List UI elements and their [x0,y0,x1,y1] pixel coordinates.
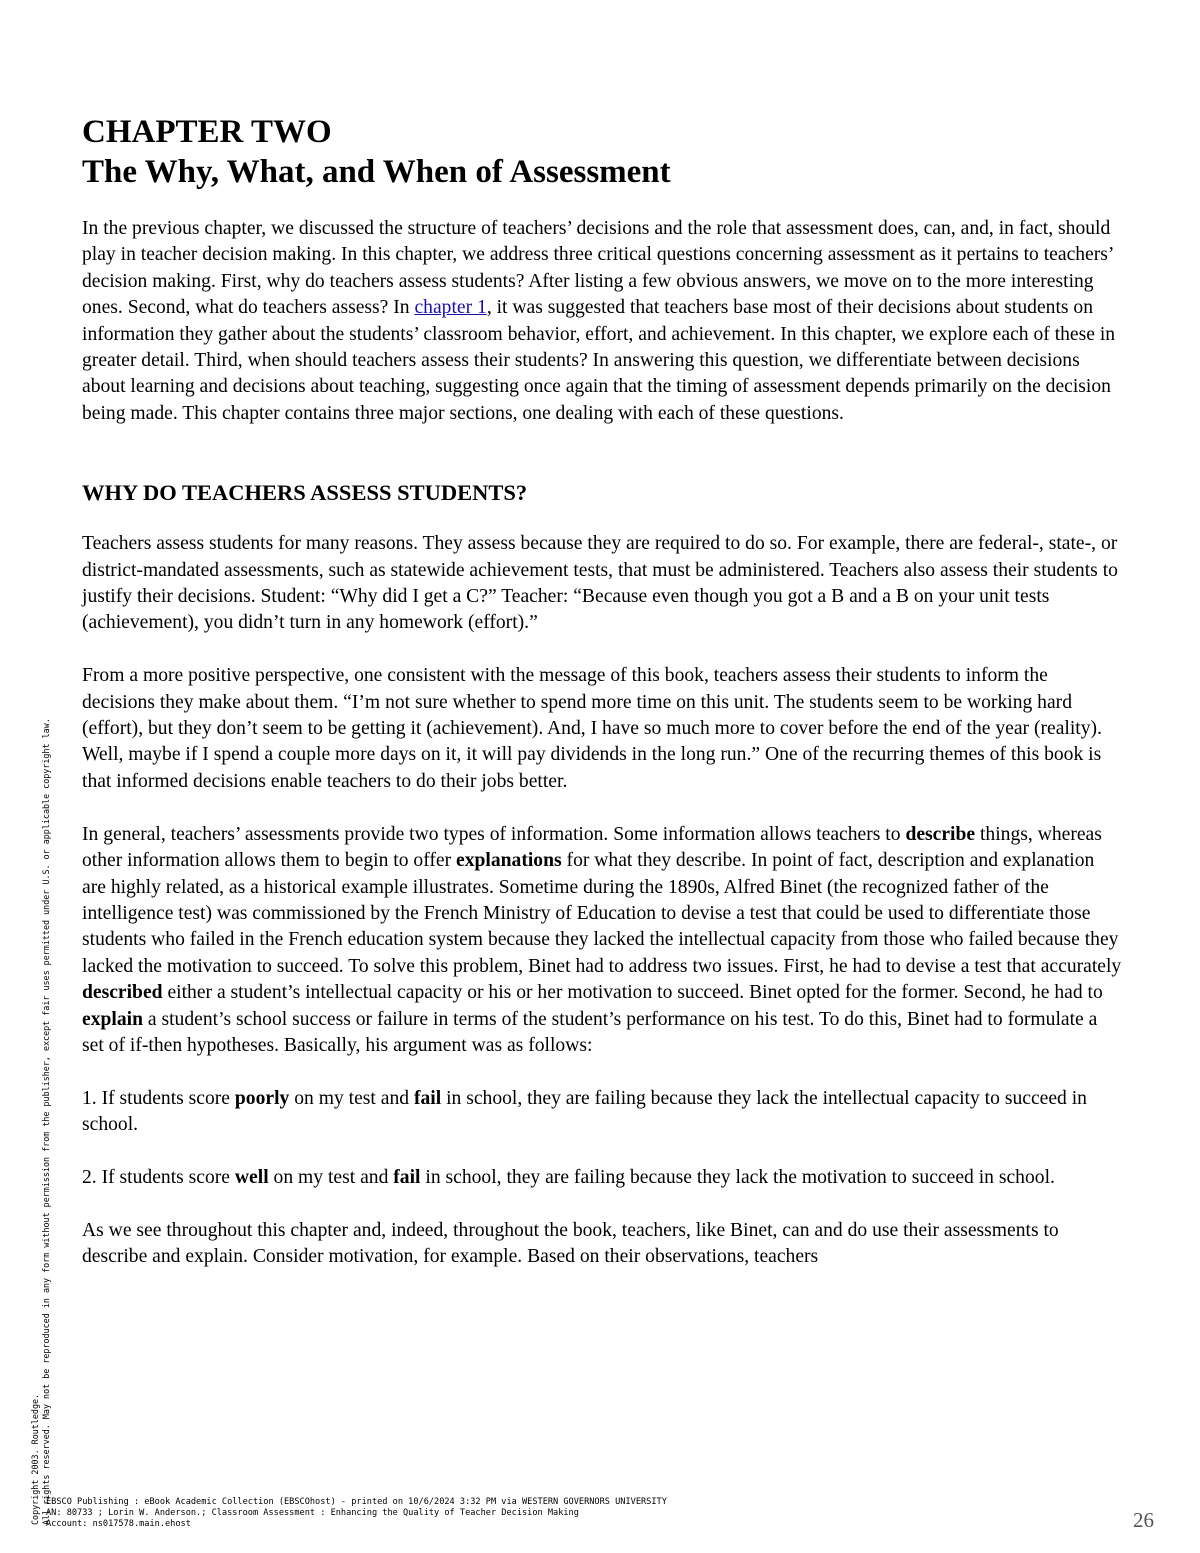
p3-text: In general, teachers’ assessments provide two types of information. Some information allows teachers to [82,823,906,845]
h1-bold-poorly: poorly [234,1087,290,1109]
page-number: 26 [1133,1508,1154,1532]
intro-text-1: In the previous chapter, we discussed the structure of teachers’ decisions and the role that assessment does, can, and, in fact, should play in teacher decision making. In this chapter, we address three critical questions concerning assessment as it pertains to teachers’ decision making. First, why do teachers assess students? After listing a few obvious answers, we move on to the more interesting ones. Second, what do teachers assess? In [82,218,1113,319]
copyright-line-2: All rights reserved. May not be reproduced in any form without permission from the publisher, except fair uses permitted under U.S. or applicable copyright law. [41,718,51,1525]
ebsco-footer [46,1497,667,1530]
paragraph-4: As we see throughout this chapter and, indeed, throughout the book, teachers, like Binet, can and do use their assessments to describe and explain. Consider motivation, for example. Based on their observations, teachers [82,1219,1059,1268]
footer-line-2: AN: 80733 ; Lorin W. Anderson.; Classroom Assessment : Enhancing the Quality of Teacher Decision Making [46,1508,579,1518]
p3-bold-explanations: explanations [456,850,562,872]
h1-text: in school, they are failing because they lack the intellectual capacity to succeed in school. [82,1087,1087,1136]
h2-bold-well: well [234,1166,269,1188]
hypothesis-2 [82,1165,1122,1191]
copyright-notice [30,718,52,1525]
chapter-label: CHAPTER TWO [82,114,332,150]
chapter-title: The Why, What, and When of Assessment [82,154,671,190]
h2-text: in school, they are failing because they lack the motivation to succeed in school. [420,1166,1055,1188]
p3-bold-explain: explain [82,1008,143,1030]
copyright-line-1: Copyright 2003. Routledge. [30,1393,40,1525]
intro-paragraph [82,216,1122,427]
chapter-heading [82,112,671,192]
p3-text: things, whereas other information allows them to begin to offer [82,823,1102,872]
h2-text: 2. If students score [82,1166,235,1188]
chapter-1-link[interactable]: chapter 1 [414,297,487,319]
body-text [82,216,1122,1297]
hypothesis-1 [82,1086,1122,1139]
p3-text: a student’s school success or failure in terms of the student’s performance on his test. To do this, Binet had to formulate a set of if-then hypotheses. Basically, his argument was as follows: [82,1008,1098,1056]
paragraph-2: From a more positive perspective, one consistent with the message of this book, teachers assess their students to inform the decisions they make about them. “I’m not sure whether to spend more time on this unit. The students seem to be working hard (effort), but they don’t seem to be getting it (achievement). And, I have so much more to cover before the end of the year (reality). Well, maybe if I spend a couple more days on it, it will pay dividends in the long run.” One of the recurring themes of this book is that informed decisions enable teachers to do their jobs better. [82,665,1102,792]
h1-bold-fail: fail [413,1087,442,1109]
p3-bold-describe: describe [905,823,976,845]
h2-bold-fail: fail [393,1166,421,1188]
footer-line-3: Account: ns017578.main.ehost [46,1519,191,1529]
paragraph-1: Teachers assess students for many reasons. They assess because they are required to do so. For example, there are federal-, state-, or district-mandated assessments, such as statewide achievement tests, that must be administered. Teachers also assess their students to justify their decisions. Student: “Why did I get a C?” Teacher: “Because even though you got a B and a B on your unit tests (achievement), you didn’t turn in any homework (effort).” [82,533,1118,634]
h1-text: 1. If students score [82,1087,235,1109]
p3-text: either a student’s intellectual capacity or his or her motivation to succeed. Binet opted for the former. Second, he had to [162,982,1103,1004]
paragraph-3 [82,822,1122,1060]
h2-text: on my test and [268,1166,394,1188]
intro-text-2: , it was suggested that teachers base most of their decisions about students on information they gather about the students’ classroom behavior, effort, and achievement. In this chapter, we explore each of these in greater detail. Third, when should teachers assess their students? In answering this question, we differentiate between decisions about learning and decisions about teaching, suggesting once again that the timing of assessment depends primarily on the decision being made. This chapter contains three major sections, one dealing with each of these questions. [82,297,1116,424]
section-heading: WHY DO TEACHERS ASSESS STUDENTS? [82,480,528,506]
footer-line-1: EBSCO Publishing : eBook Academic Collection (EBSCOhost) - printed on 10/6/2024 3:32 PM via WESTERN GOVERNORS UNIVERSITY [46,1497,667,1507]
h1-text: on my test and [289,1087,414,1109]
p3-text: for what they describe. In point of fact, description and explanation are highly related, as a historical example illustrates. Sometime during the 1890s, Alfred Binet (the recognized father of the intelligence test) was commissioned by the French Ministry of Education to devise a test that could be used to differentiate those students who failed in the French education system because they lacked the intellectual capacity from those who failed because they lacked the motivation to succeed. To solve this problem, Binet had to address two issues. First, he had to devise a test that accurately [82,850,1122,977]
p3-bold-described: described [82,982,163,1004]
